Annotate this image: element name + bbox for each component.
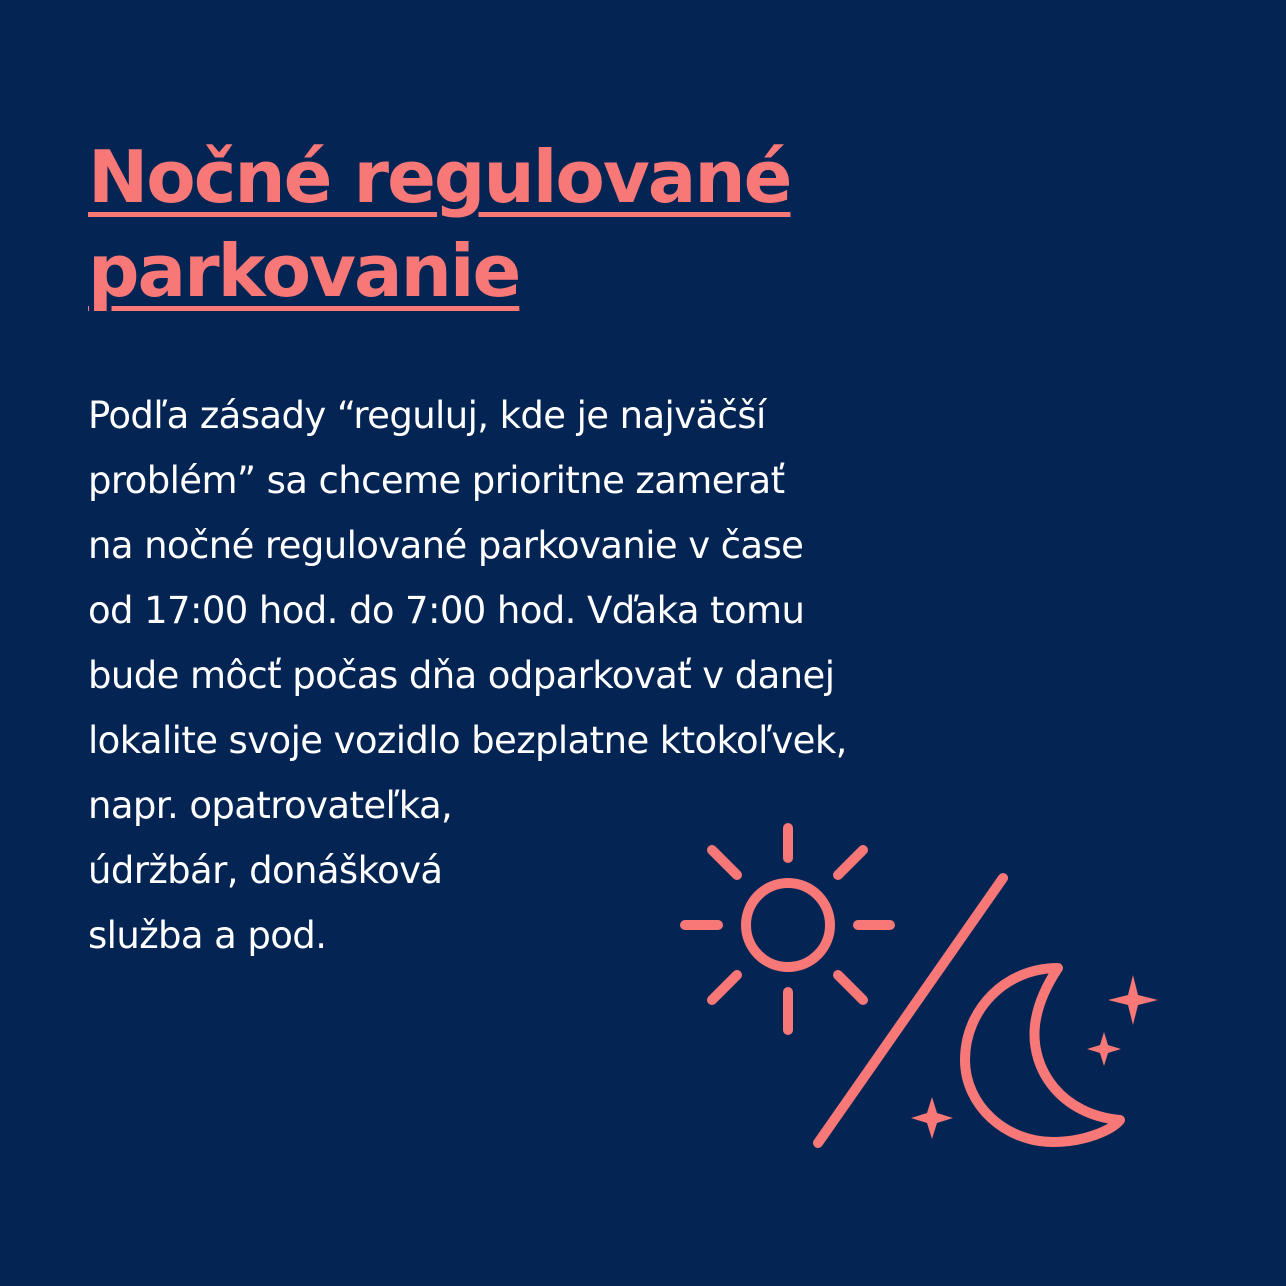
star-icon	[1087, 1032, 1121, 1066]
body-line-2: problém” sa chceme prioritne zamerať	[88, 459, 785, 502]
title-line-1: Nočné regulované	[88, 135, 791, 219]
body-line-7: napr. opatrovateľka,	[88, 784, 453, 827]
star-icon	[911, 1097, 953, 1139]
body-line-3: na nočné regulované parkovanie v čase	[88, 524, 804, 567]
body-line-9: služba a pod.	[88, 914, 327, 957]
body-line-1: Podľa zásady “reguluj, kde je najväčší	[88, 394, 766, 437]
title-line-2: parkovanie	[88, 229, 520, 313]
body-line-8: údržbár, donášková	[88, 849, 443, 892]
moon-icon	[965, 968, 1120, 1142]
body-line-4: od 17:00 hod. do 7:00 hod. Vďaka tomu	[88, 589, 805, 632]
sun-icon	[685, 828, 890, 1030]
star-icon	[1108, 975, 1158, 1025]
body-line-6: lokalite svoje vozidlo bezplatne ktokoľvek,	[88, 719, 847, 762]
body-line-5: bude môcť počas dňa odparkovať v danej	[88, 654, 835, 697]
